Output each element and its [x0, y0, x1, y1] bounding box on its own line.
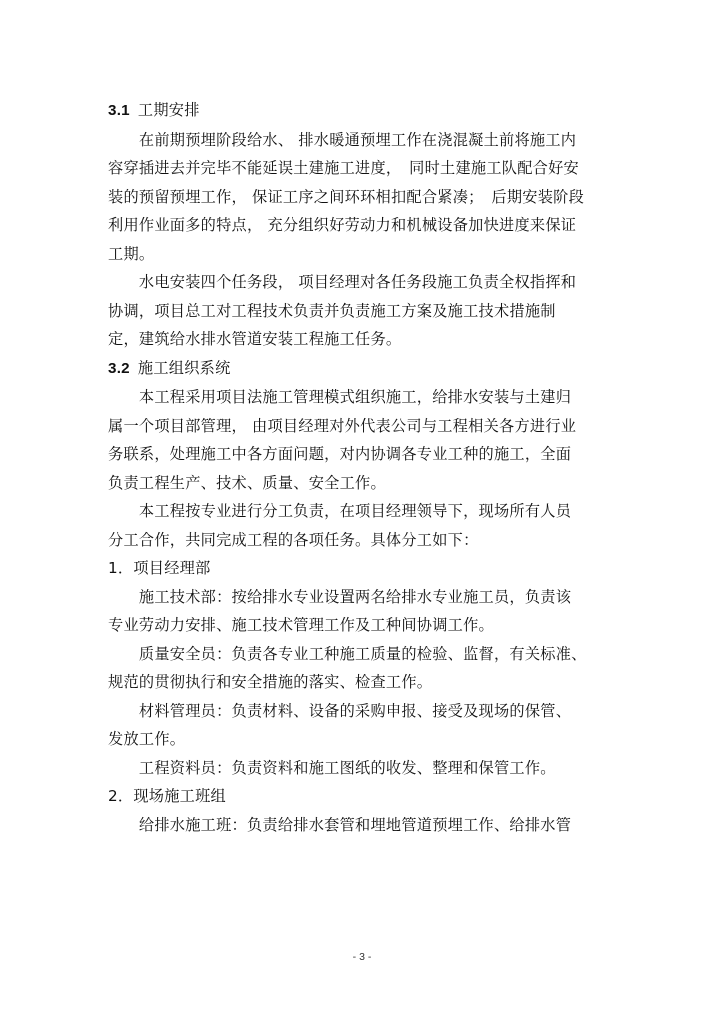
section-heading-3-1 — [108, 96, 624, 126]
text-line: 材料管理员：负责材料、设备的采购申报、接受及现场的保管、 — [108, 701, 572, 720]
text-line: 务联系，处理施工中各方面问题，对内协调各专业工种的施工，全面 — [108, 445, 572, 463]
text-line: 质量安全员：负责各专业工种施工质量的检验、监督，有关标准、 — [108, 644, 587, 663]
text-line: 负责工程生产、技术、质量、安全工作。 — [108, 473, 386, 492]
list-heading-2: 2．现场施工班组 — [108, 787, 226, 805]
text-line: 工程资料员：负责资料和施工图纸的收发、整理和保管工作。 — [108, 758, 556, 777]
text-line: 装的预留预埋工作， 保证工序之间环环相扣配合紧凑； 后期安装阶段 — [108, 187, 585, 206]
text-line: 容穿插进去并完毕不能延误土建施工进度， 同时土建施工队配合好安 — [108, 159, 579, 177]
text-line: 在前期预埋阶段给水、 排水暖通预埋工作在浇混凝土前将施工内 — [108, 130, 577, 149]
section-heading-3-2 — [108, 354, 624, 384]
section-number: 3.1 — [108, 102, 130, 119]
document-body — [108, 96, 624, 839]
section-title: 施工组织系统 — [137, 358, 231, 377]
text-line: 利用作业面多的特点， 充分组织好劳动力和机械设备加快进度来保证 — [108, 216, 577, 234]
text-line: 发放工作。 — [108, 730, 186, 748]
text-line: 水电安装四个任务段， 项目经理对各任务段施工负责全权指挥和 — [108, 273, 577, 291]
text-line: 属一个项目部管理， 由项目经理对外代表公司与工程相关各方进行业 — [108, 416, 577, 435]
list-heading-1: 1．项目经理部 — [108, 559, 211, 577]
text-line: 本工程按专业进行分工负责，在项目经理领导下，现场所有人员 — [108, 502, 572, 520]
section-title: 工期安排 — [137, 101, 200, 119]
text-line: 规范的贯彻执行和安全措施的落实、检查工作。 — [108, 673, 433, 691]
text-line: 分工合作，共同完成工程的各项任务。具体分工如下： — [108, 530, 479, 549]
text-line: 协调，项目总工对工程技术负责并负责施工方案及施工技术措施制 — [108, 301, 556, 320]
text-line: 本工程采用项目法施工管理模式组织施工，给排水安装与土建归 — [108, 388, 572, 406]
text-line: 给排水施工班：负责给排水套管和埋地管道预埋工作、给排水管 — [108, 815, 572, 834]
page-number: - 3 - — [352, 951, 372, 963]
text-line: 工期。 — [108, 244, 155, 263]
text-line: 专业劳动力安排、施工技术管理工作及工种间协调工作。 — [108, 616, 494, 634]
section-number: 3.2 — [108, 359, 130, 377]
text-line: 定，建筑给水排水管道安装工程施工任务。 — [108, 330, 402, 348]
text-line: 施工技术部：按给排水专业设置两名给排水专业施工员，负责该 — [108, 587, 572, 606]
